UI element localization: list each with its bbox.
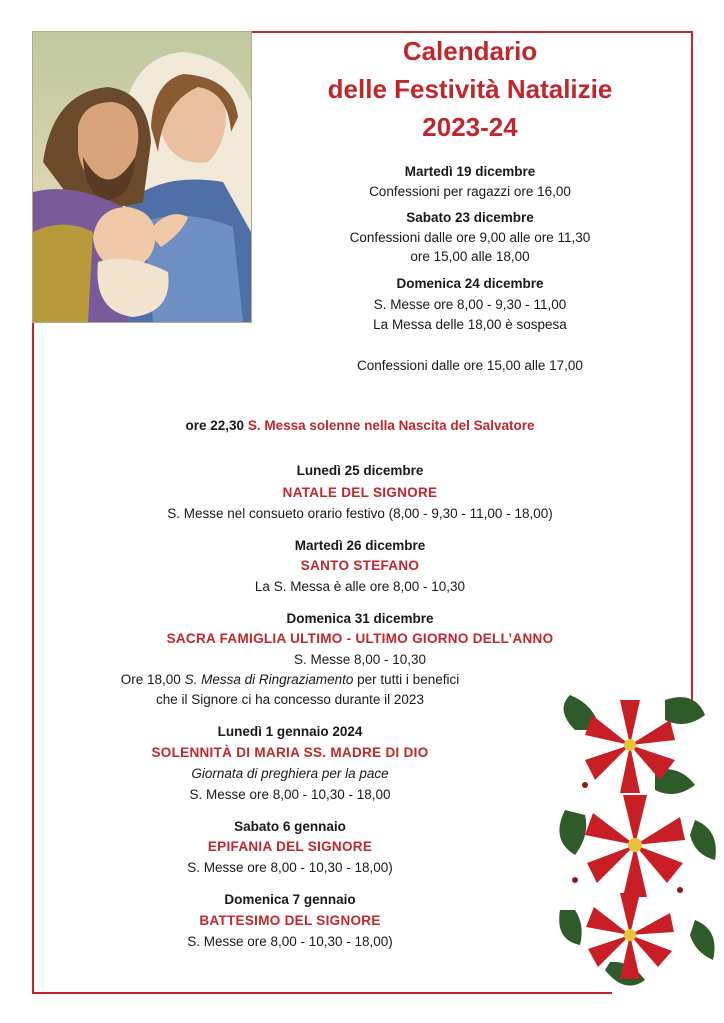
title-line-3: 2023-24 bbox=[422, 112, 518, 142]
feast-battesimo: BATTESIMO DEL SIGNORE bbox=[199, 913, 381, 928]
title-line-2: delle Festività Natalizie bbox=[327, 74, 613, 104]
schedule-line: S. Messe ore 8,00 - 10,30 - 18,00 bbox=[189, 787, 391, 802]
date-26-dicembre: Martedì 26 dicembre bbox=[294, 538, 426, 553]
feast-sacra-famiglia: SACRA FAMIGLIA ULTIMO - ULTIMO GIORNO DELL’ANNO bbox=[166, 631, 554, 646]
vigil-time: ore 22,30 bbox=[185, 418, 245, 433]
thanksgiving-time: Ore 18,00 bbox=[120, 672, 185, 687]
schedule-line: S. Messe ore 8,00 - 9,30 - 11,00 bbox=[373, 297, 567, 312]
frame-right-border bbox=[691, 31, 693, 711]
vigil-mass bbox=[60, 418, 660, 433]
poinsettia-decoration bbox=[555, 690, 720, 995]
date-19-dicembre: Martedì 19 dicembre bbox=[404, 164, 536, 179]
thanksgiving-rest: per tutti i benefici bbox=[353, 672, 460, 687]
feast-maria-madre-di-dio: SOLENNITÀ DI MARIA SS. MADRE DI DIO bbox=[151, 745, 429, 760]
schedule-line: ore 15,00 alle 18,00 bbox=[410, 249, 530, 264]
schedule-line: S. Messe nel consueto orario festivo (8,00 - 9,30 - 11,00 - 18,00) bbox=[167, 506, 553, 521]
schedule-line: S. Messe ore 8,00 - 10,30 - 18,00) bbox=[187, 934, 393, 949]
title-line-1: Calendario bbox=[402, 36, 538, 66]
schedule-line: La S. Messa è alle ore 8,00 - 10,30 bbox=[254, 579, 466, 594]
holy-family-painting bbox=[32, 31, 252, 323]
thanksgiving-mass: S. Messa di Ringraziamento bbox=[184, 672, 354, 687]
date-24-dicembre: Domenica 24 dicembre bbox=[396, 276, 544, 291]
schedule-line-thanksgiving bbox=[60, 672, 520, 687]
feast-epifania: EPIFANIA DEL SIGNORE bbox=[207, 839, 373, 854]
date-23-dicembre: Sabato 23 dicembre bbox=[406, 210, 534, 225]
date-1-gennaio: Lunedì 1 gennaio 2024 bbox=[217, 724, 363, 739]
date-25-dicembre: Lunedì 25 dicembre bbox=[296, 463, 424, 478]
date-7-gennaio: Domenica 7 gennaio bbox=[224, 892, 356, 907]
schedule-line: La Messa delle 18,00 è sospesa bbox=[373, 317, 567, 332]
frame-left-border bbox=[32, 321, 34, 994]
page-title bbox=[300, 32, 640, 146]
schedule-line: Confessioni per ragazzi ore 16,00 bbox=[369, 184, 571, 199]
schedule-line: S. Messe ore 8,00 - 10,30 - 18,00) bbox=[187, 860, 393, 875]
date-6-gennaio: Sabato 6 gennaio bbox=[234, 819, 346, 834]
feast-santo-stefano: SANTO STEFANO bbox=[300, 558, 420, 573]
schedule-line: che il Signore ci ha concesso durante il 2023 bbox=[156, 692, 424, 707]
frame-bottom-border bbox=[32, 992, 612, 994]
schedule-line: Giornata di preghiera per la pace bbox=[191, 766, 389, 781]
schedule-line: Confessioni dalle ore 15,00 alle 17,00 bbox=[357, 358, 583, 373]
feast-natale: NATALE DEL SIGNORE bbox=[282, 485, 438, 500]
schedule-line: Confessioni dalle ore 9,00 alle ore 11,30 bbox=[349, 230, 591, 245]
vigil-text: S. Messa solenne nella Nascita del Salvatore bbox=[247, 418, 535, 433]
schedule-line: S. Messe 8,00 - 10,30 bbox=[293, 652, 427, 667]
date-31-dicembre: Domenica 31 dicembre bbox=[286, 611, 434, 626]
